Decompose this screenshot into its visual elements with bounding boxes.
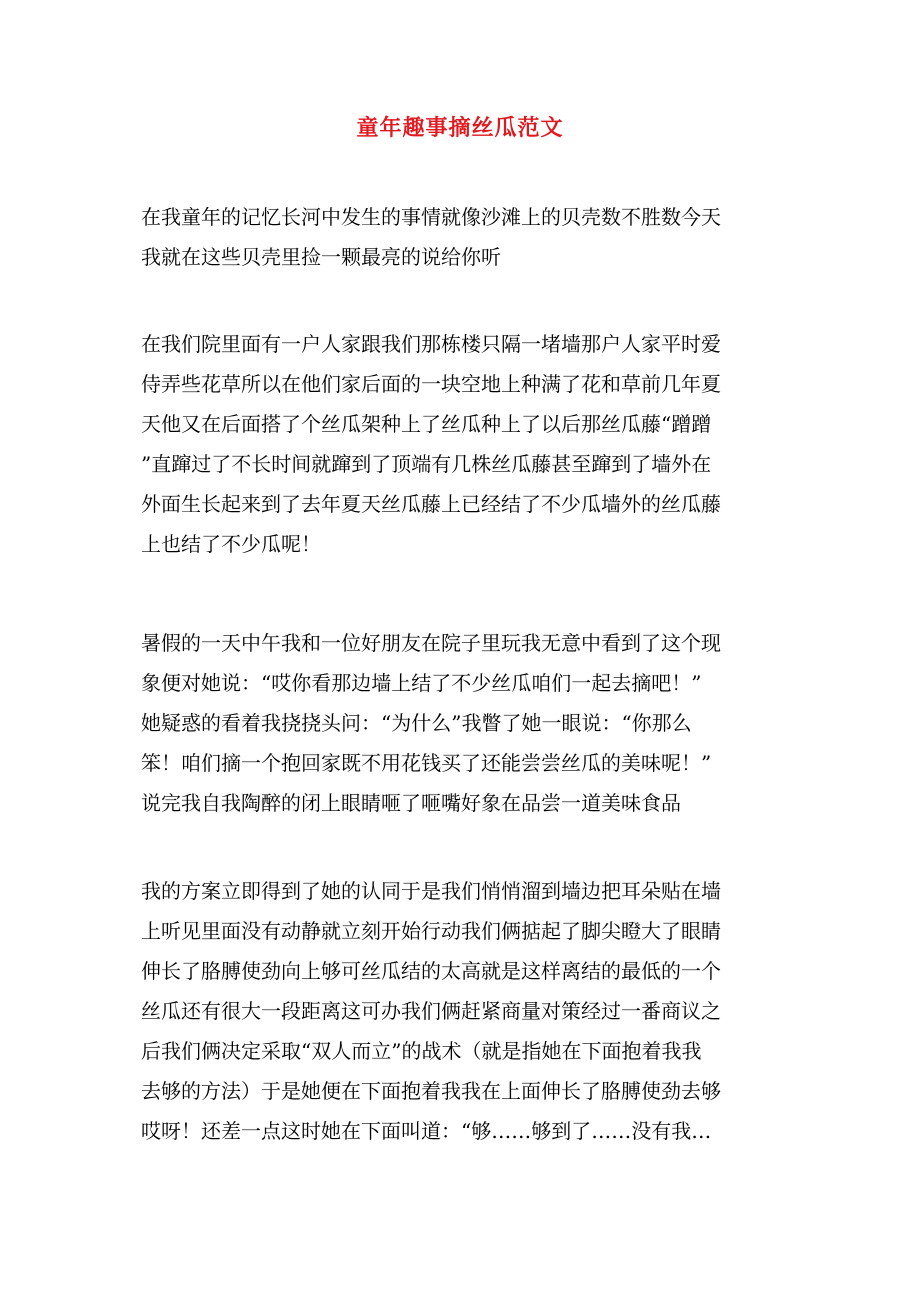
paragraph-4 (141, 871, 781, 1151)
text-line: 说完我自我陶醉的闭上眼睛咂了咂嘴好象在品尝一道美味食品 (141, 791, 681, 815)
text-line: 天他又在后面搭了个丝瓜架种上了丝瓜种上了以后那丝瓜藤“蹭蹭 (141, 412, 712, 436)
text-line: 笨！咱们摘一个抱回家既不用花钱买了还能尝尝丝瓜的美味呢！” (141, 751, 712, 775)
text-line: 在我们院里面有一户人家跟我们那栋楼只隔一堵墙那户人家平时爱 (141, 332, 721, 356)
text-line: 外面生长起来到了去年夏天丝瓜藤上已经结了不少瓜墙外的丝瓜藤 (141, 492, 721, 516)
text-line: 我的方案立即得到了她的认同于是我们悄悄溜到墙边把耳朵贴在墙 (141, 879, 721, 903)
text-line: 暑假的一天中午我和一位好朋友在院子里玩我无意中看到了这个现 (141, 631, 721, 655)
text-line: 后我们俩决定采取“双人而立”的战术（就是指她在下面抱着我我 (141, 1039, 702, 1063)
text-line: 丝瓜还有很大一段距离这可办我们俩赶紧商量对策经过一番商议之 (141, 999, 721, 1023)
text-line: ”直蹿过了不长时间就蹿到了顶端有几株丝瓜藤甚至蹿到了墙外在 (141, 452, 712, 476)
document-title: 童年趣事摘丝瓜范文 (356, 115, 564, 141)
text-line: 我就在这些贝壳里捡一颗最亮的说给你听 (141, 245, 501, 269)
text-line: 她疑惑的看着我挠挠头问：“为什么”我瞥了她一眼说：“你那么 (141, 711, 692, 735)
text-line: 哎呀！还差一点这时她在下面叫道：“够……够到了……没有我… (141, 1119, 712, 1143)
text-line: 象便对她说：“哎你看那边墙上结了不少丝瓜咱们一起去摘吧！” (141, 671, 702, 695)
text-line: 在我童年的记忆长河中发生的事情就像沙滩上的贝壳数不胜数今天 (141, 205, 721, 229)
text-line: 去够的方法）于是她便在下面抱着我我在上面伸长了胳膊使劲去够 (141, 1079, 721, 1103)
paragraph-2 (141, 324, 781, 564)
paragraph-3 (141, 623, 781, 823)
text-line: 上听见里面没有动静就立刻开始行动我们俩掂起了脚尖瞪大了眼睛 (141, 919, 721, 943)
text-line: 上也结了不少瓜呢！ (141, 532, 321, 556)
text-line: 侍弄些花草所以在他们家后面的一块空地上种满了花和草前几年夏 (141, 372, 721, 396)
text-line: 伸长了胳膊使劲向上够可丝瓜结的太高就是这样离结的最低的一个 (141, 959, 721, 983)
paragraph-1 (141, 197, 781, 277)
